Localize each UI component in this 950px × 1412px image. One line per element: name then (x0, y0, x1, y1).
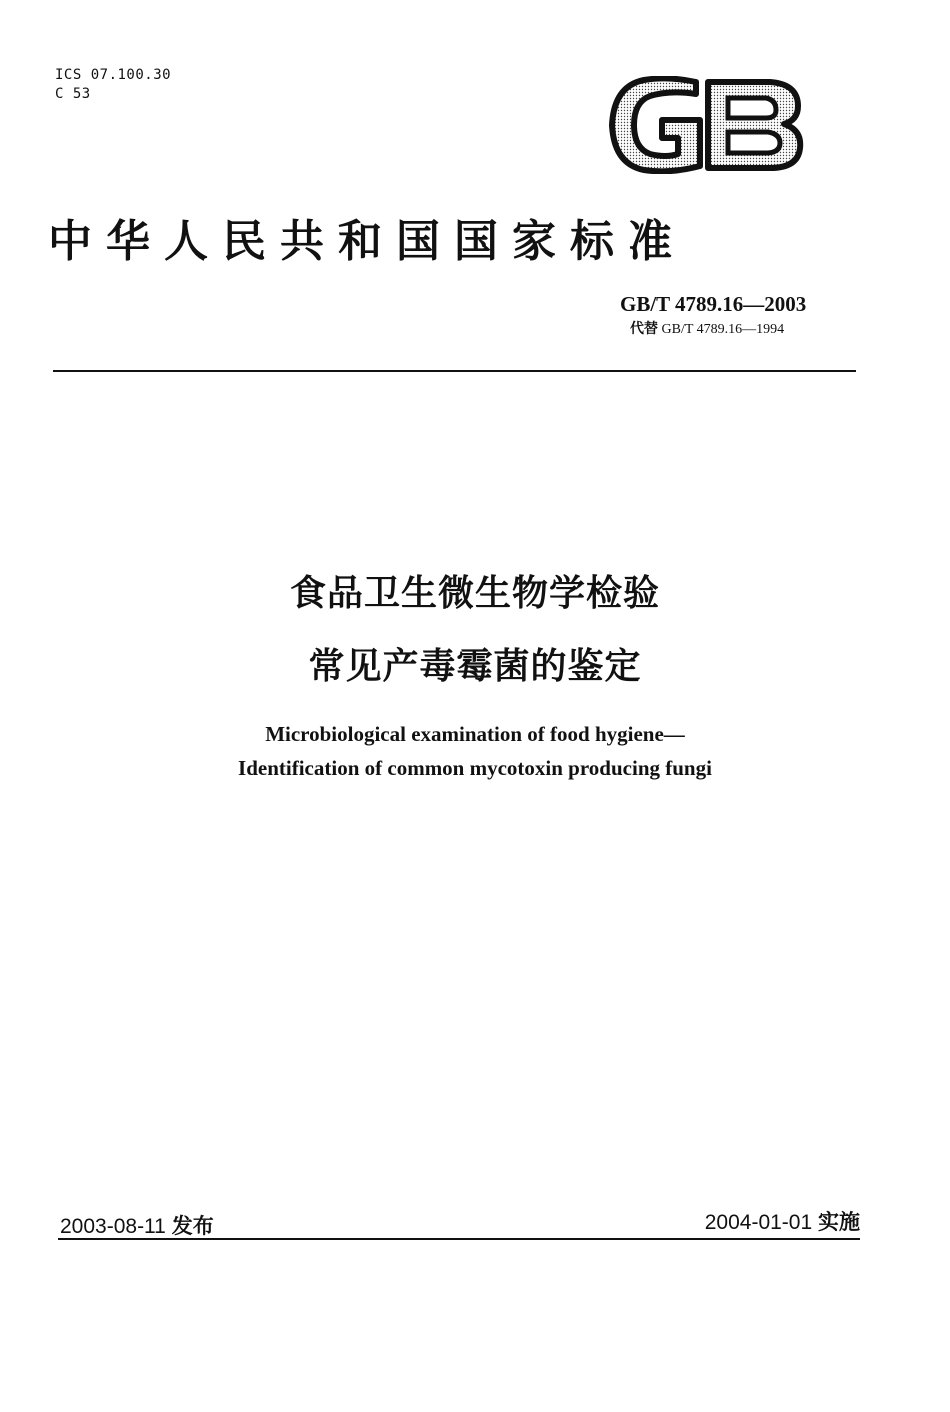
replaces-label: 代替 (630, 321, 658, 337)
title-zh-line-1: 食品卫生微生物学检验 (289, 573, 660, 614)
issue-date: 2003-08-11 (60, 1215, 166, 1238)
top-rule (53, 370, 856, 372)
classification-codes (55, 66, 171, 104)
bottom-rule (58, 1238, 860, 1240)
standard-number: GB/T 4789.16—2003 (620, 292, 807, 316)
gb-logo (608, 76, 804, 174)
title-en-line-2: Identification of common mycotoxin producing fungi (238, 756, 712, 780)
replaced-standard: GB/T 4789.16—1994 (661, 322, 785, 337)
implement-label: 实施 (818, 1210, 860, 1234)
replaces-line (630, 318, 784, 338)
national-standard-name: 中华人民共和国国家标准 (48, 216, 686, 267)
ics-code: ICS 07.100.30 (55, 67, 172, 83)
title-en-line-1: Microbiological examination of food hygiene— (265, 722, 685, 746)
title-zh-line-2: 常见产毒霉菌的鉴定 (308, 646, 642, 687)
ccs-code: C 53 (55, 86, 91, 102)
issue-label: 发布 (171, 1214, 214, 1238)
issue-date-line (60, 1210, 214, 1240)
implement-date-line (600, 1206, 860, 1236)
implement-date: 2004-01-01 (704, 1211, 813, 1234)
